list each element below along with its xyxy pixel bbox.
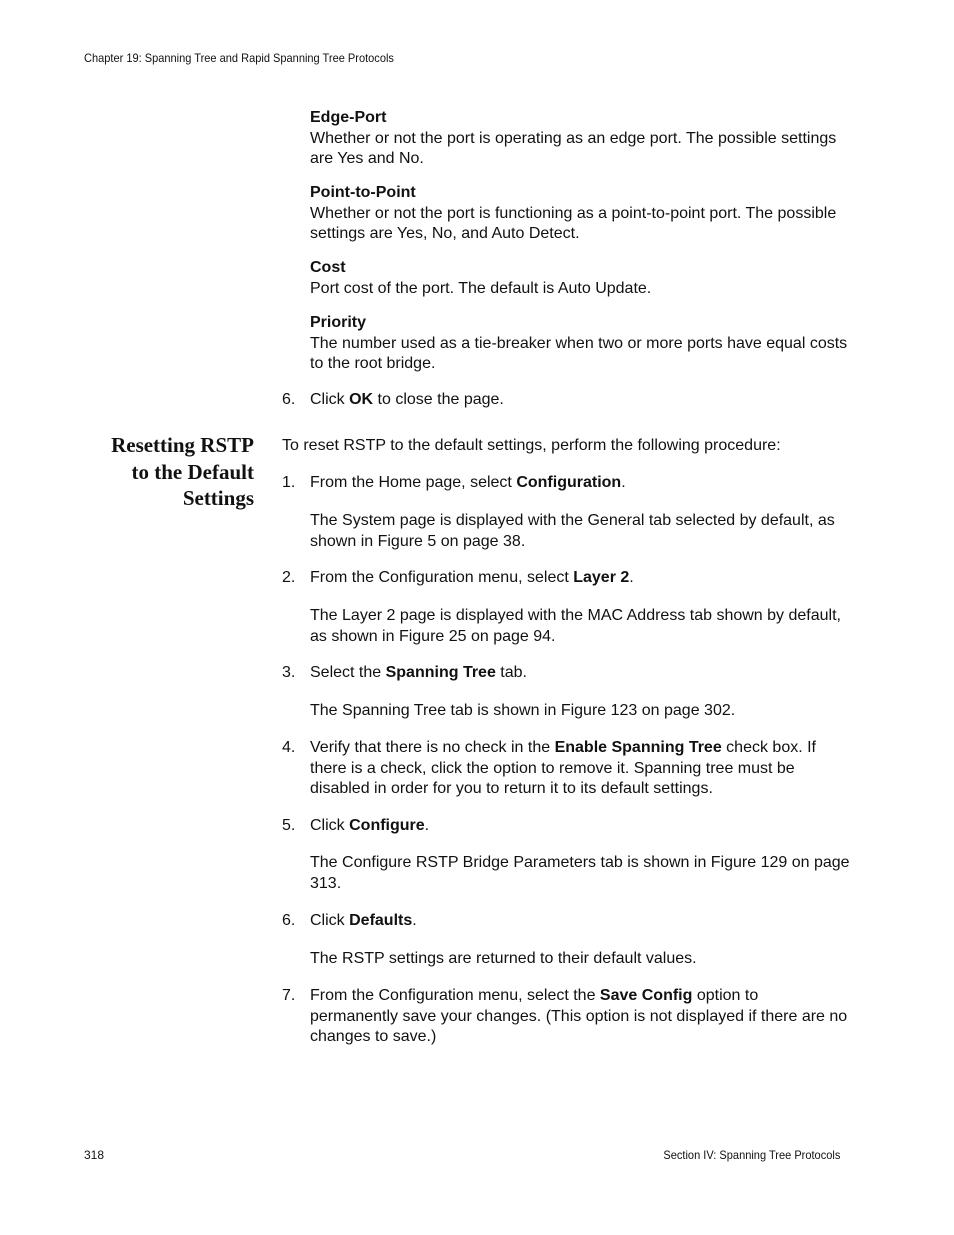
step-text-bold: Layer 2 [573, 569, 630, 586]
section-heading [84, 432, 254, 512]
definition-point-to-point [310, 183, 850, 245]
step-number: 1. [282, 474, 296, 491]
step-text-pre: Click [310, 817, 350, 834]
step-text-post: . [424, 817, 430, 834]
step-text-pre: Verify that there is no check in the [310, 739, 555, 756]
step-text-post: tab. [495, 664, 527, 681]
step-text-pre: Click [310, 391, 350, 408]
step-number: 2. [282, 569, 296, 586]
definition-edge-port [310, 108, 850, 170]
step-text-pre: From the Configuration menu, select the [310, 987, 600, 1004]
step-text [310, 911, 850, 932]
step-text [310, 986, 850, 1048]
step-number: 7. [282, 987, 296, 1004]
definition-desc: Whether or not the port is functioning as a point-to-point port. The possible settings are Yes, No, and Auto Detect. [310, 204, 837, 242]
section-heading-line: Resetting RSTP [111, 433, 254, 457]
step-text-bold: Configuration [516, 474, 622, 491]
step-text-post: . [629, 569, 634, 586]
step-note: The Spanning Tree tab is shown in Figure 123 on page 302. [310, 702, 736, 719]
step-text-post: . [412, 912, 417, 929]
step-text-post: to close the page. [373, 391, 504, 408]
step-text-bold: Spanning Tree [385, 664, 496, 681]
step-number: 4. [282, 739, 296, 756]
definition-priority [310, 313, 850, 375]
definition-desc: The number used as a tie-breaker when two or more ports have equal costs to the root bridge. [310, 334, 848, 372]
step-text-pre: From the Configuration menu, select [310, 569, 574, 586]
definition-term: Point-to-Point [310, 184, 416, 201]
definition-desc: Port cost of the port. The default is Auto Update. [310, 279, 652, 297]
page-number: 318 [84, 1148, 105, 1162]
step-number: 5. [282, 817, 296, 834]
section-intro: To reset RSTP to the default settings, perform the following procedure: [282, 437, 781, 454]
step-text-pre: Click [310, 912, 350, 929]
step-text [310, 816, 850, 837]
step-text [310, 568, 850, 589]
step-text [310, 473, 850, 494]
step-text-pre: Select the [310, 664, 386, 681]
step-text-bold: Enable Spanning Tree [554, 739, 722, 756]
step-number: 3. [282, 664, 296, 681]
step-text-post: . [621, 474, 626, 491]
step-note: The Layer 2 page is displayed with the MAC Address tab shown by default, as shown in Figure 25 on page 94. [310, 607, 841, 645]
definition-term: Priority [310, 314, 367, 331]
section-heading-line: to the Default [131, 459, 254, 484]
step-note: The RSTP settings are returned to their default values. [310, 950, 697, 967]
step-number: 6. [282, 391, 296, 408]
step-text-bold: Defaults [349, 912, 413, 929]
step-note: The Configure RSTP Bridge Parameters tab is shown in Figure 129 on page 313. [310, 854, 850, 892]
step-text-bold: Save Config [599, 987, 693, 1004]
step-note: The System page is displayed with the General tab selected by default, as shown in Figure 5 on page 38. [310, 512, 835, 550]
step-text [310, 390, 850, 411]
definition-cost [310, 258, 850, 299]
step-text-pre: From the Home page, select [310, 474, 517, 491]
running-footer: Section IV: Spanning Tree Protocols [663, 1148, 840, 1162]
step-text-bold: Configure [349, 817, 425, 834]
step-text [310, 663, 850, 684]
section-heading-line: Settings [182, 486, 254, 510]
definition-desc: Whether or not the port is operating as an edge port. The possible settings are Yes and No. [310, 129, 837, 167]
step-text-post: check box. If there is a check, click the option to remove it. Spanning tree must be disabled in order for you to return it to its default settings. [310, 739, 816, 797]
step-number: 6. [282, 912, 296, 929]
step-text-post: option to permanently save your changes. (This option is not displayed if there are no changes to save.) [310, 987, 848, 1045]
running-header: Chapter 19: Spanning Tree and Rapid Spanning Tree Protocols [84, 51, 394, 65]
step-text [310, 738, 850, 800]
definition-term: Cost [310, 259, 346, 276]
definition-term: Edge-Port [310, 109, 387, 126]
step-text-bold: OK [349, 391, 374, 408]
